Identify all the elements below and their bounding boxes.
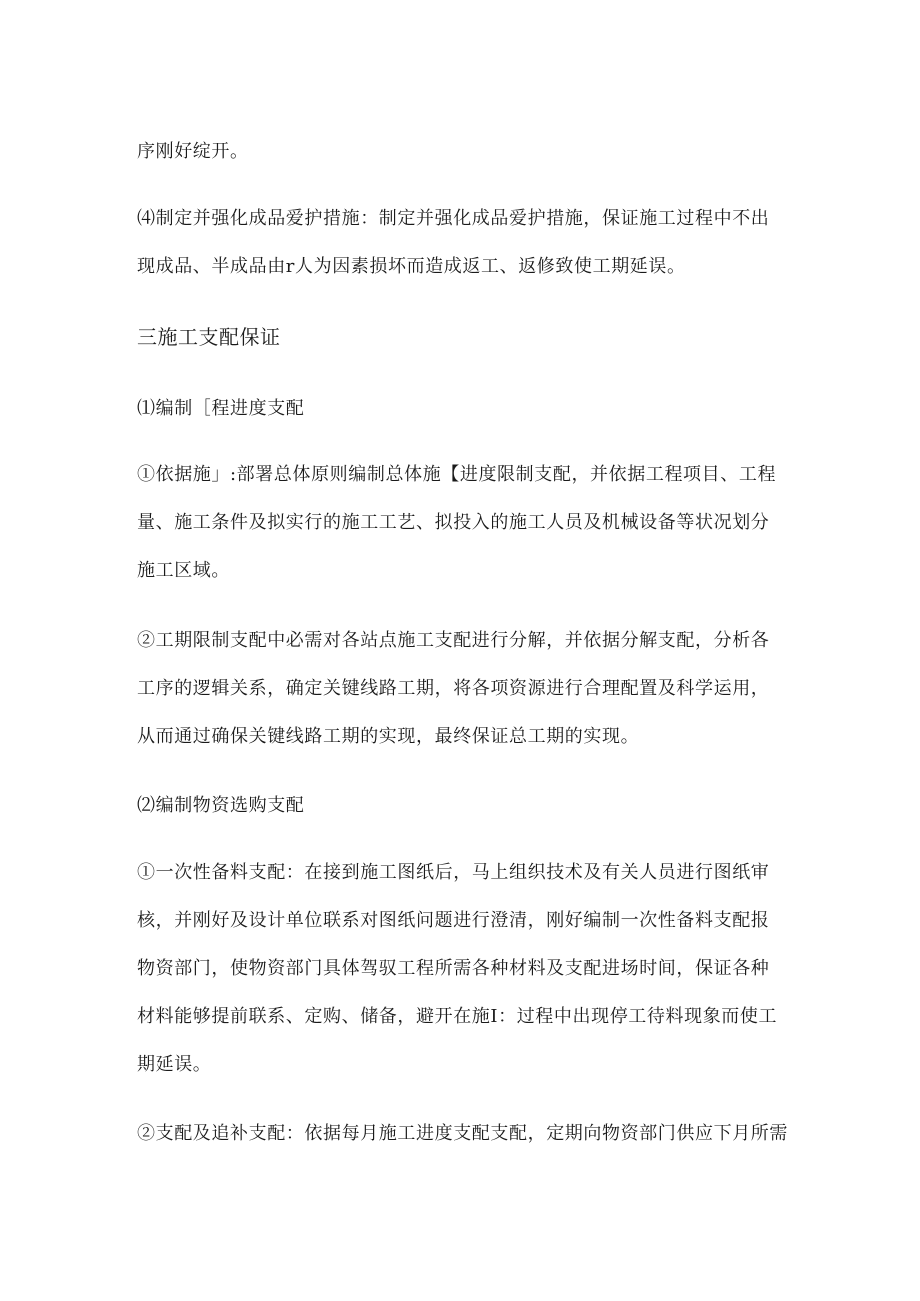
paragraph-7-line-3: 物资部门，使物资部门具体驾驭工程所需各种材料及支配进场时间，保证各种: [137, 958, 770, 979]
paragraph-2-line-1: ⑷制定并强化成品爱护措施：制定并强化成品爱护措施，保证施工过程中不出: [137, 208, 770, 229]
paragraph-7-line-1: ①一次性备料支配：在接到施工图纸后，马上组织技术及有关人员进行图纸审: [137, 862, 770, 883]
paragraph-4-line-3: 施工区域。: [137, 560, 230, 581]
paragraph-4-line-1: ①依据施」:部署总体原则编制总体施【进度限制支配，并依据工程项目、工程: [137, 464, 777, 485]
paragraph-8-line-1: ②支配及追补支配：依据每月施工进度支配支配，定期向物资部门供应下月所需: [137, 1123, 788, 1144]
subheading-2: ⑵编制物资选购支配: [137, 795, 305, 816]
paragraph-5-line-3: 从而通过确保关键线路工期的实现，最终保证总工期的实现。: [137, 726, 640, 747]
paragraph-7-line-5: 期延误。: [137, 1054, 212, 1075]
paragraph-5-line-2: 工序的逻辑关系，确定关键线路工期，将各项资源进行合理配置及科学运用，: [137, 678, 770, 699]
paragraph-1-line-1: 序刚好绽开。: [137, 141, 249, 162]
paragraph-7-line-4: 材料能够提前联系、定购、储备，避开在施I：过程中出现停工待料现象而使工: [137, 1006, 778, 1027]
subheading-1: ⑴编制［程进度支配: [137, 398, 305, 419]
paragraph-4-line-2: 量、施工条件及拟实行的施工工艺、拟投入的施工人员及机械设备等状况划分: [137, 512, 770, 533]
paragraph-5-line-1: ②工期限制支配中必需对各站点施工支配进行分解，并依据分解支配，分析各: [137, 630, 770, 651]
paragraph-7-line-2: 核，并刚好及设计单位联系对图纸问题进行澄清，刚好编制一次性备料支配报: [137, 910, 770, 931]
paragraph-2-line-2: 现成品、半成品由r人为因素损坏而造成返工、返修致使工期延误。: [137, 256, 686, 277]
section-heading: 三施工支配保证: [137, 325, 281, 349]
